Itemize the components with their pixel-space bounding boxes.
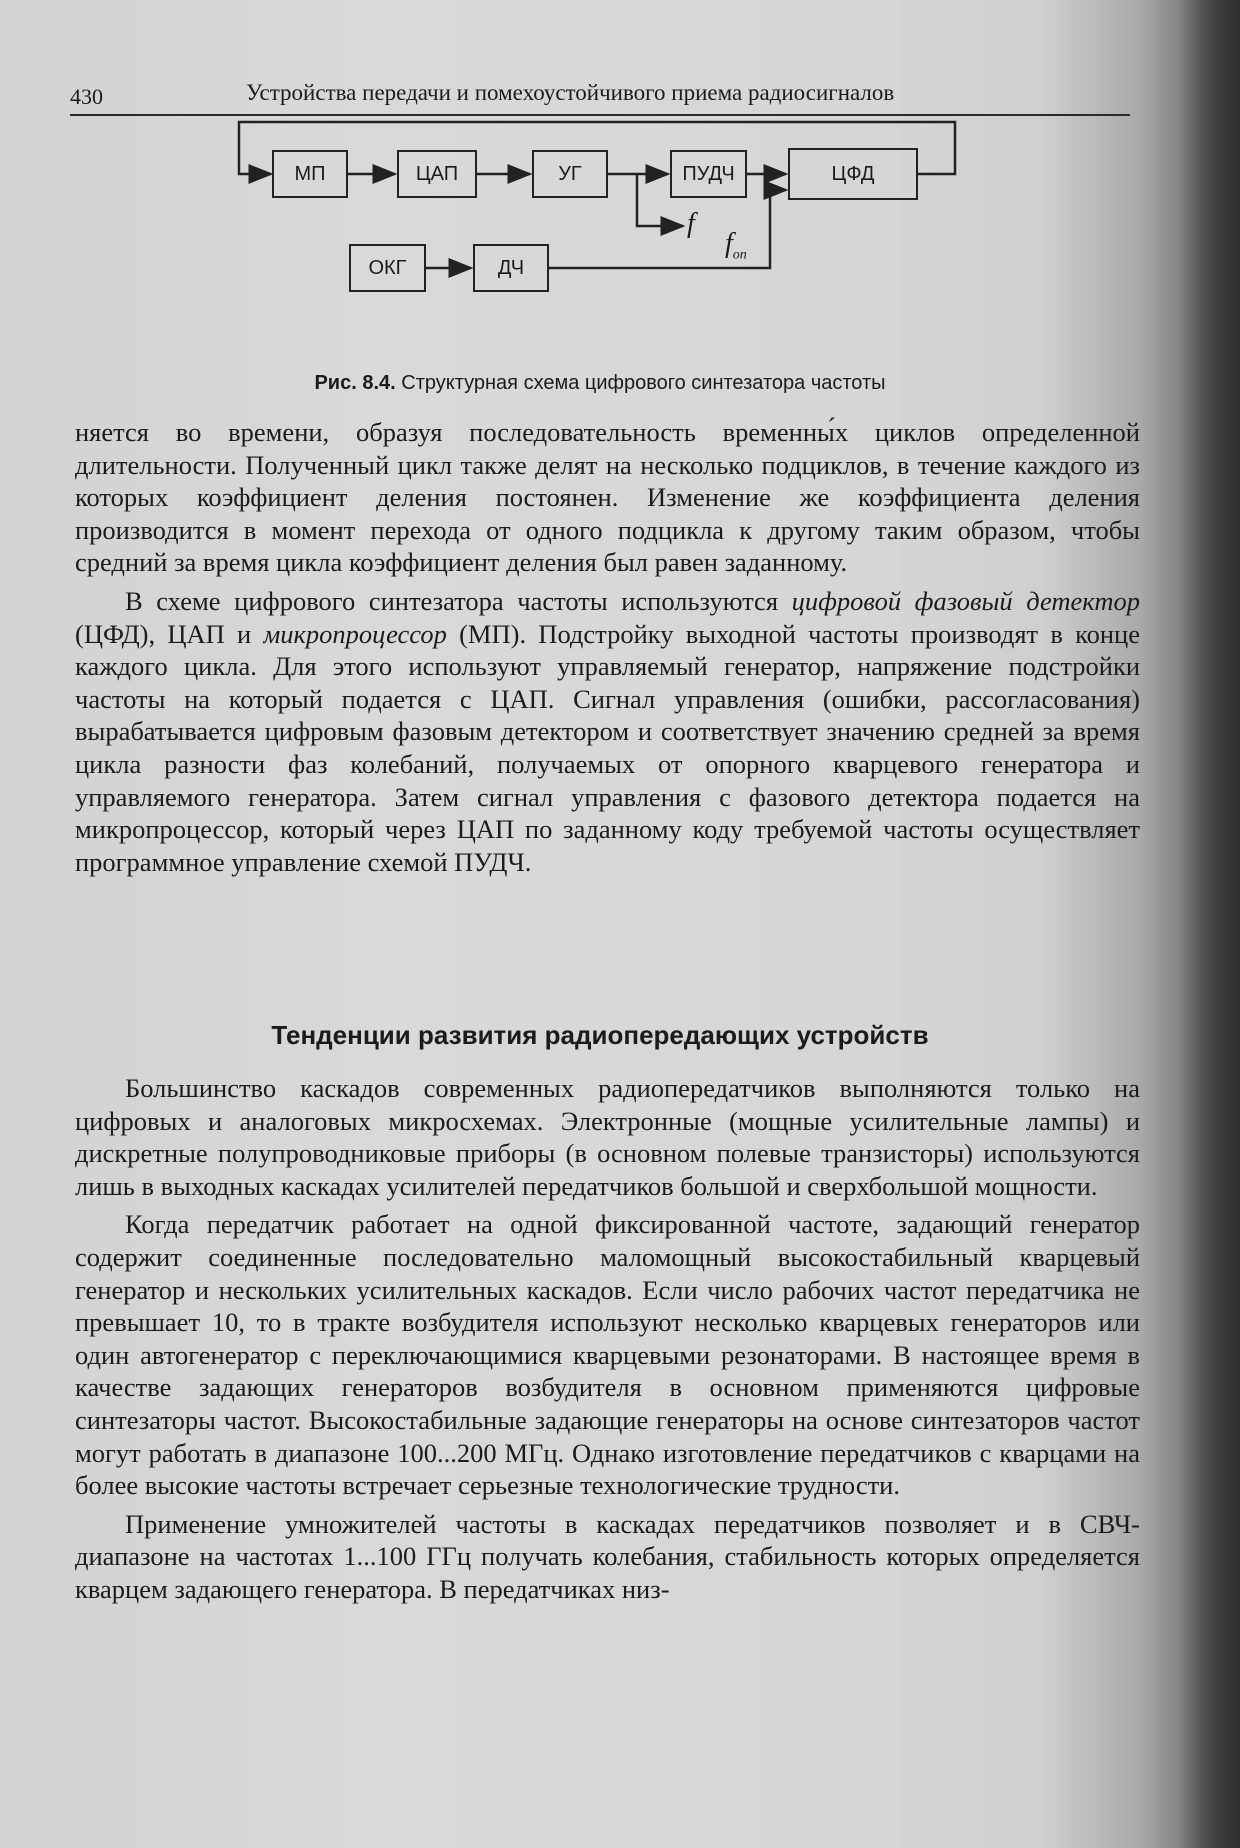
block-dac: ЦАП — [397, 150, 477, 198]
paragraph-3: Большинство каскадов современных радиопередатчиков выполняются только на цифровых и аналоговых микросхемах. Электронные (мощные усилительные лампы) и дискретные полупроводниковые приборы (в основном полевые транзисторы) используются лишь в выходных каскадах усилителей передатчиков большой и сверхбольшой мощности. — [75, 1073, 1140, 1201]
signal-fref-sub: оп — [732, 247, 747, 263]
signal-fref-label — [725, 228, 747, 264]
section-heading: Тенденции развития радиопередающих устройств — [271, 1020, 929, 1050]
block-pudch: ПУДЧ — [670, 150, 747, 198]
signal-f-label: f — [687, 208, 695, 239]
book-spine-shadow — [1180, 0, 1240, 1848]
term-digital-phase-detector: цифровой фазовый детектор — [791, 585, 1140, 616]
figure-caption — [70, 372, 1130, 395]
paragraph-1: няется во времени, образуя последовательность временны́х циклов определенной длительности. Полученный цикл также делят на несколько подциклов, в течение каждого из которых коэффициент деления постоянен. Изменение же коэффициента деления производится в момент перехода от одного подцикла к другому таким образом, чтобы средний за время цикла коэффициент деления был равен заданному. — [75, 417, 1140, 578]
block-mp: МП — [272, 150, 348, 198]
page-number: 430 — [70, 84, 103, 109]
term-microprocessor: микропроцессор — [263, 618, 447, 649]
paragraph-5: Применение умножителей частоты в каскадах передатчиков позволяет и в СВЧ-диапазоне на частотах 1...100 ГГц получать колебания, стабильность которых определяется кварцем задающего генератора. В передатчиках низ- — [75, 1508, 1140, 1604]
figure-caption-text: Структурная схема цифрового синтезатора частоты — [401, 372, 886, 394]
body-text-top — [75, 416, 1140, 878]
block-ug: УГ — [532, 150, 608, 198]
arrow-dch-cfd — [548, 190, 786, 268]
block-okg: ОКГ — [349, 244, 426, 292]
paragraph-2-mid: (ЦФД), ЦАП и — [75, 618, 264, 649]
block-cfd: ЦФД — [788, 148, 918, 200]
page-header — [70, 80, 1130, 116]
paragraph-2-start: В схеме цифрового синтезатора частоты используются — [125, 585, 792, 616]
block-diagram — [225, 118, 985, 358]
paragraph-2-end: (МП). Подстройку выходной частоты производят в конце каждого цикла. Для этого используют управляемый генератор, напряжение подстройки частоты на который подается с ЦАП. Сигнал управления (ошибки, рассогласования) вырабатывается цифровым фазовым детектором и соответствует значению средней за время цикла разности фаз колебаний, получаемых от опорного кварцевого генератора и управляемого генератора. Затем сигнал управления с фазового детектора подается на микропроцессор, который через ЦАП по заданному коду требуемой частоты осуществляет программное управление схемой ПУДЧ. — [75, 618, 1140, 877]
body-text-bottom — [75, 1072, 1140, 1606]
paragraph-4: Когда передатчик работает на одной фиксированной частоте, задающий генератор содержит соединенные последовательно маломощный высокостабильный кварцевый генератор и нескольких усилительных каскадов. Если число рабочих частот передатчика не превышает 10, то в тракте возбудителя используют несколько кварцевых генераторов или один автогенератор с переключающимися кварцевыми резонаторами. В настоящее время в качестве задающих генераторов возбудителя в основном применяются цифровые синтезаторы частот. Высокостабильные задающие генераторы на основе синтезаторов частот могут работать в диапазоне 100...200 МГц. Однако изготовление передатчиков с кварцами на более высокие частоты встречает серьезные технологические трудности. — [75, 1209, 1140, 1501]
running-title: Устройства передачи и помехоустойчивого приема радиосигналов — [246, 80, 895, 105]
paragraph-2 — [75, 585, 1140, 878]
figure-caption-label: Рис. 8.4. — [314, 372, 396, 394]
signal-fref-main: f — [725, 228, 733, 259]
block-dch: ДЧ — [473, 244, 549, 292]
